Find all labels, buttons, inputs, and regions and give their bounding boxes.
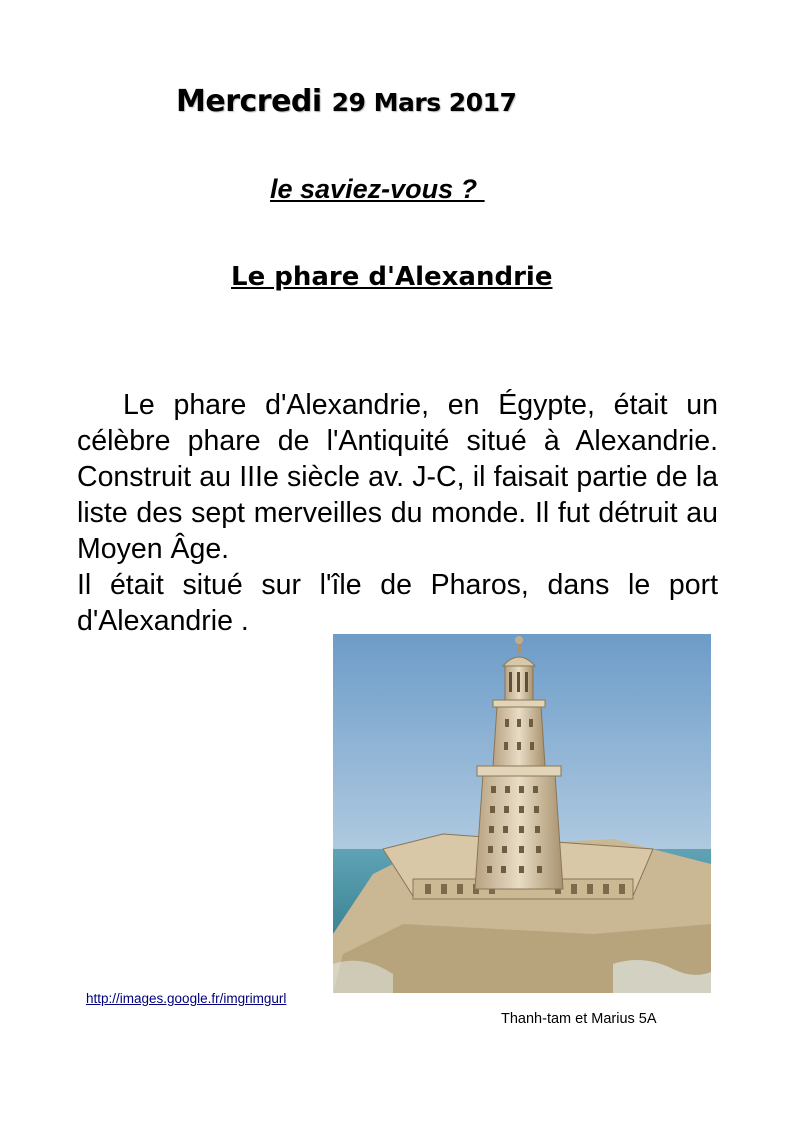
author-credit: Thanh-tam et Marius 5A	[501, 1011, 657, 1027]
source-link[interactable]: http://images.google.fr/imgrimgurl	[86, 991, 287, 1006]
article-body	[77, 387, 718, 639]
article-title: Le phare d'Alexandrie	[231, 262, 553, 292]
date-heading	[176, 84, 516, 119]
article-paragraph-2: Il était situé sur l'île de Pharos, dans le port d'Alexandrie .	[77, 569, 718, 637]
article-paragraph-1: Le phare d'Alexandrie, en Égypte, était un célèbre phare de l'Antiquité situé à Alexandrie. Construit au IIIe siècle av. J-C, il faisait partie de la liste des sept merveilles du monde. Il fut détruit au Moyen Âge.	[77, 389, 718, 565]
lighthouse-photo	[333, 634, 711, 993]
kicker-heading: le saviez-vous ?	[270, 174, 485, 204]
day-name: Mercredi	[176, 84, 322, 119]
date-rest: 29 Mars 2017	[331, 88, 517, 117]
